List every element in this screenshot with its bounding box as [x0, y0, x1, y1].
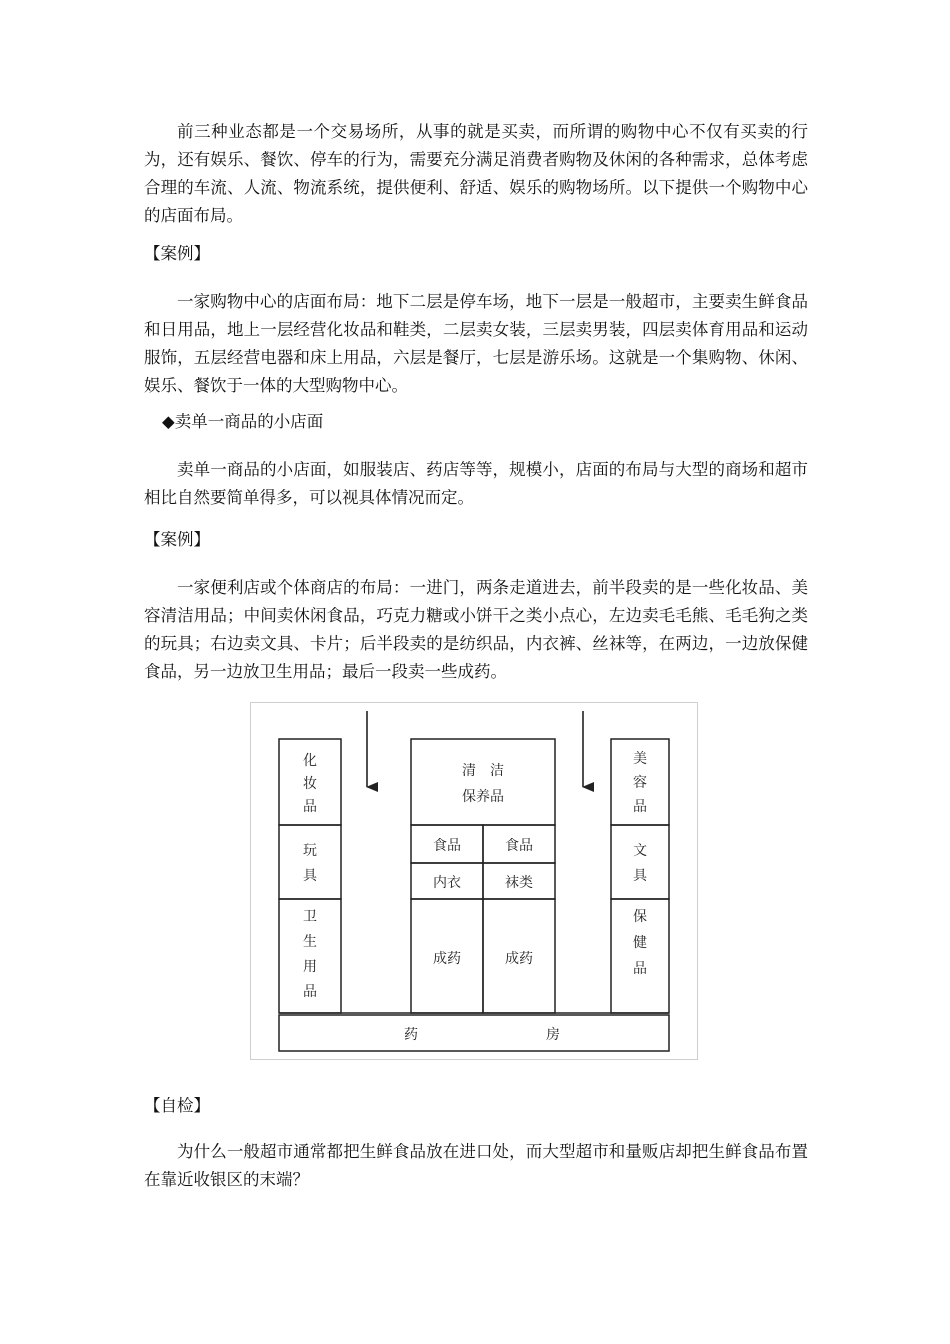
label-hygiene-4: 品 [303, 984, 317, 1000]
pharmacy-counter [279, 1015, 669, 1051]
label-beauty-1: 美 [633, 751, 647, 767]
paragraph-convenience-store-case: 一家便利店或个体商店的布局：一进门，两条走道进去，前半段卖的是一些化妆品、美容清洁用品；中间卖休闲食品，巧克力糖或小饼干之类小点心，左边卖毛毛熊、毛毛狗之类的玩具；右边卖文具、卡片；后半段卖的是纺织品，内衣裤、丝袜等，在两边，一边放保健食品，另一边放卫生用品；最后一段卖一些成药。 [144, 578, 808, 681]
paragraph-small-store: 卖单一商品的小店面，如服装店、药店等等，规模小，店面的布局与大型的商场和超市相比自然要简单得多，可以视具体情况而定。 [144, 460, 808, 507]
label-cleaning-line2: 保养品 [462, 789, 504, 805]
shelf-stationery [611, 825, 669, 899]
label-hygiene-3: 用 [303, 959, 317, 975]
selfcheck-tag: 【自检】 [144, 1096, 210, 1115]
paragraph-shopping-center-intro: 前三种业态都是一个交易场所，从事的就是买卖，而所谓的购物中心不仅有买卖的行为，还有娱乐、餐饮、停车的行为，需要充分满足消费者购物及休闲的各种需求，总体考虑合理的车流、人流、物流系统，提供便利、舒适、娱乐的购物场所。以下提供一个购物中心的店面布局。 [144, 122, 808, 225]
shelf-cleaning-care [411, 739, 555, 825]
label-health-3: 品 [633, 961, 647, 977]
label-cosmetics-1: 化 [303, 753, 317, 769]
label-socks: 袜类 [505, 875, 533, 891]
label-hygiene-2: 生 [303, 934, 317, 950]
label-hygiene-1: 卫 [303, 909, 317, 925]
label-beauty-2: 容 [633, 775, 647, 791]
label-pharmacy-1: 药 [404, 1027, 418, 1043]
shelf-toys [279, 825, 341, 899]
label-medicine-right: 成药 [505, 951, 533, 967]
label-cleaning-line1: 清 洁 [462, 763, 504, 779]
label-health-2: 健 [633, 935, 647, 951]
label-medicine-left: 成药 [433, 951, 461, 967]
label-stationery-2: 具 [633, 868, 647, 884]
label-beauty-3: 品 [633, 799, 647, 815]
label-health-1: 保 [633, 909, 647, 925]
case-tag-1: 【案例】 [144, 244, 210, 263]
label-food-right: 食品 [505, 838, 533, 854]
label-toys-2: 具 [303, 868, 317, 884]
label-cosmetics-3: 品 [303, 799, 317, 815]
section-heading-small-store: ◆卖单一商品的小店面 [162, 412, 324, 431]
label-pharmacy-2: 房 [546, 1027, 560, 1043]
paragraph-selfcheck-question: 为什么一般超市通常都把生鲜食品放在进口处，而大型超市和量贩店却把生鲜食品布置在靠近收银区的末端？ [144, 1142, 808, 1189]
label-stationery-1: 文 [633, 843, 647, 859]
store-layout-diagram [250, 702, 698, 1060]
paragraph-shopping-center-case: 一家购物中心的店面布局：地下二层是停车场，地下一层是一般超市，主要卖生鲜食品和日用品，地上一层经营化妆品和鞋类，二层卖女装，三层卖男装，四层卖体育用品和运动服饰，五层经营电器和床上用品，六层是餐厅，七层是游乐场。这就是一个集购物、休闲、娱乐、餐饮于一体的大型购物中心。 [144, 292, 808, 395]
label-cosmetics-2: 妆 [303, 776, 317, 792]
case-tag-2: 【案例】 [144, 530, 210, 549]
label-underwear: 内衣 [433, 875, 461, 891]
label-toys-1: 玩 [303, 843, 317, 859]
label-food-left: 食品 [433, 838, 461, 854]
store-layout-svg [251, 703, 699, 1061]
